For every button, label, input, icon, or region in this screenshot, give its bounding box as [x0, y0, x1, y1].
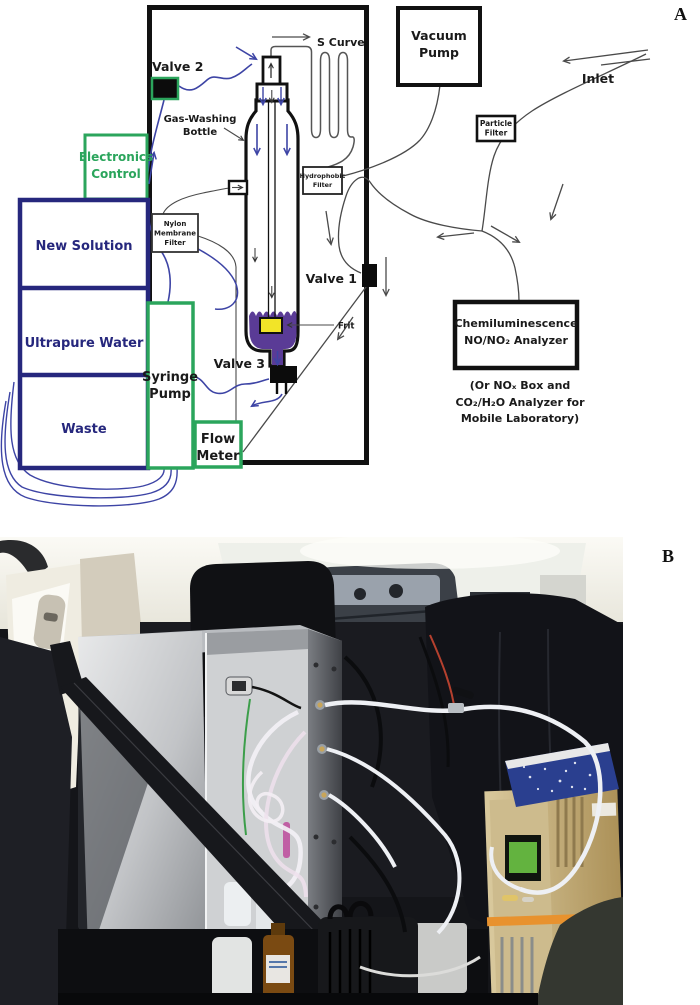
gas-washing-bottle — [224, 57, 334, 366]
syringe-pump-label: Syringe — [141, 370, 199, 385]
svg-text:Filter: Filter — [484, 128, 508, 138]
svg-text:Bottle: Bottle — [182, 127, 218, 138]
panel-b-photo — [0, 537, 623, 1005]
frit-label: Frit — [338, 321, 355, 332]
gas-washing-bottle-label: Gas-Washing — [163, 114, 237, 125]
analyzer-label: Chemiluminescence — [454, 317, 578, 330]
svg-text:Filter: Filter — [164, 239, 186, 247]
bottom-shadow — [58, 993, 538, 1005]
svg-text:Meter: Meter — [196, 449, 240, 464]
gas-washing-pointer — [224, 128, 243, 140]
svg-text:NO/NO₂ Analyzer: NO/NO₂ Analyzer — [464, 334, 568, 347]
s-curve-label: S Curve — [317, 36, 365, 49]
new-solution-label: New Solution — [35, 239, 133, 254]
waste-label: Waste — [61, 422, 107, 437]
svg-text:Mobile Laboratory): Mobile Laboratory) — [460, 412, 580, 425]
svg-text:Pump: Pump — [418, 45, 460, 60]
box-side-panel — [308, 629, 342, 937]
frit — [260, 318, 282, 333]
analyzer-note: (Or NOₓ Box and — [469, 379, 571, 392]
inlet-label: Inlet — [581, 71, 615, 86]
nylon-filter-label: Nylon — [163, 220, 187, 228]
white-jug — [212, 937, 252, 1001]
panel-a-label: A — [674, 4, 687, 24]
particle-filter-label: Particle — [479, 119, 513, 128]
valve-3 — [270, 366, 297, 394]
valve1-label: Valve 1 — [305, 271, 357, 286]
valve-1 — [362, 264, 377, 287]
svg-text:CO₂/H₂O Analyzer for: CO₂/H₂O Analyzer for — [455, 396, 585, 409]
panel-b-label: B — [662, 546, 675, 566]
svg-text:Pump: Pump — [149, 387, 191, 402]
valve2-label: Valve 2 — [152, 59, 204, 74]
hydrophobic-filter-label: Hydrophobic — [299, 172, 346, 180]
valve-2 — [152, 78, 178, 99]
ultrapure-water-label: Ultrapure Water — [24, 336, 144, 351]
svg-text:Membrane: Membrane — [154, 229, 196, 238]
flow-meter-label: Flow — [200, 432, 236, 447]
svg-text:Filter: Filter — [312, 181, 333, 189]
electronics-control-label: Electronics — [78, 150, 154, 164]
syringe-pump-box — [148, 303, 193, 468]
svg-text:Control: Control — [91, 167, 141, 181]
valve3-label: Valve 3 — [213, 356, 265, 371]
vacuum-pump-label: Vacuum — [411, 28, 467, 43]
